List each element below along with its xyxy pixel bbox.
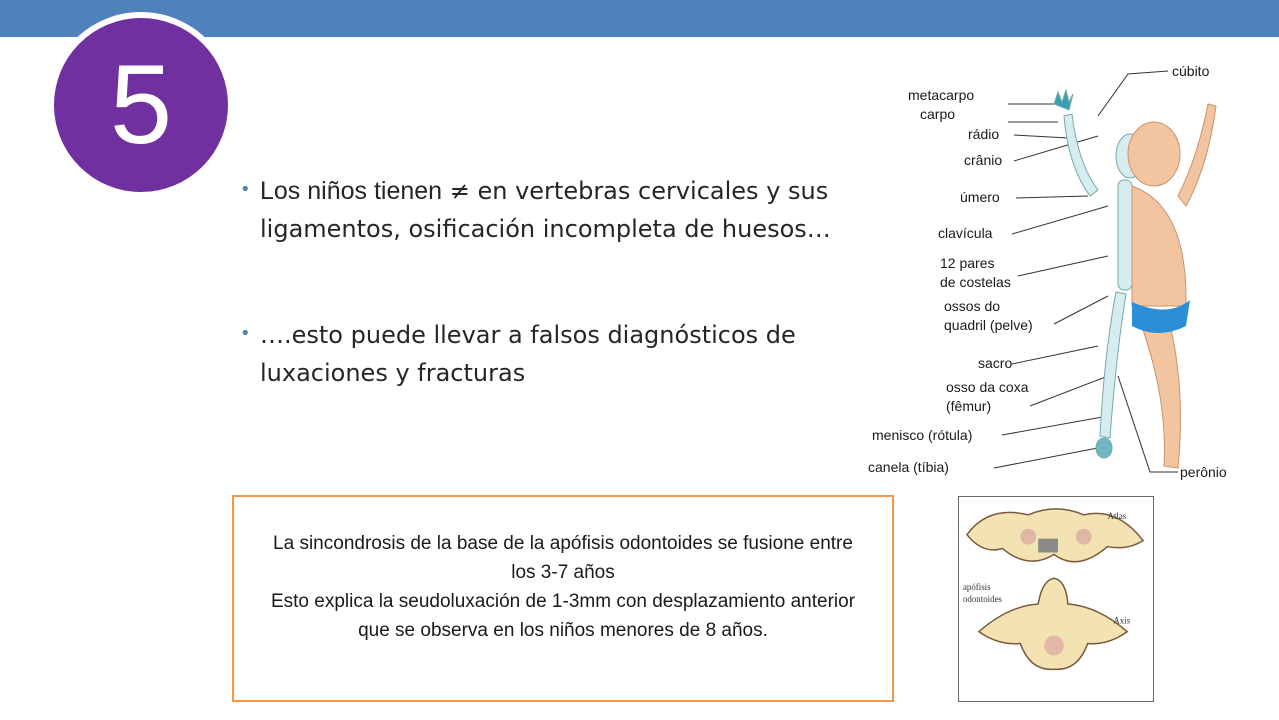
skeleton-figure <box>868 56 1248 486</box>
label-umero: úmero <box>960 189 1000 205</box>
bullet-list <box>240 172 860 392</box>
label-axis: Axis <box>1113 615 1131 626</box>
label-sacro: sacro <box>978 355 1013 371</box>
slide-number-badge <box>48 12 234 198</box>
bullet-item <box>240 172 860 248</box>
label-quadril-2: quadril (pelve) <box>944 317 1033 333</box>
label-atlas: Atlas <box>1107 510 1127 521</box>
bullet-dot-icon: • <box>240 179 251 200</box>
label-peronio: perônio <box>1180 464 1227 480</box>
bullet-text: ….esto puede llevar a falsos diagnósticos de luxaciones y fracturas <box>260 321 796 387</box>
label-pares-2: de costelas <box>940 274 1011 290</box>
label-canela: canela (tíbia) <box>868 459 949 475</box>
note-box <box>232 495 894 702</box>
label-quadril-1: ossos do <box>944 298 1001 314</box>
bullet-text: ≠ en vertebras cervicales y sus ligamentos, osificación incompleta de huesos… <box>260 177 831 243</box>
label-menisco: menisco (rótula) <box>872 427 973 443</box>
note-line-1: La sincondrosis de la base de la apófisis odontoides se fusione entre los 3-7 años <box>273 533 853 583</box>
label-coxa-1: osso da coxa <box>946 379 1029 395</box>
vertebra-figure <box>958 496 1154 702</box>
bullet-item <box>240 316 860 392</box>
label-clavicula: clavícula <box>938 225 993 241</box>
label-cubito: cúbito <box>1172 63 1210 79</box>
bullet-lead-text: Los niños tienen <box>260 177 443 205</box>
label-apofisis-2: odontoides <box>962 593 1002 604</box>
note-line-2: Esto explica la seudoluxación de 1-3mm con desplazamiento anterior que se observa en los niños menores de 8 años. <box>270 591 856 641</box>
label-carpo: carpo <box>920 106 956 122</box>
label-pares-1: 12 pares <box>940 255 995 271</box>
label-apofisis-1: apófisis <box>962 582 991 593</box>
label-metacarpo: metacarpo <box>908 87 975 103</box>
label-coxa-2: (fêmur) <box>946 398 992 414</box>
bullet-dot-icon: • <box>240 323 251 344</box>
slide-number: 5 <box>54 18 228 192</box>
label-radio: rádio <box>968 126 1000 142</box>
label-cranio: crânio <box>964 152 1003 168</box>
